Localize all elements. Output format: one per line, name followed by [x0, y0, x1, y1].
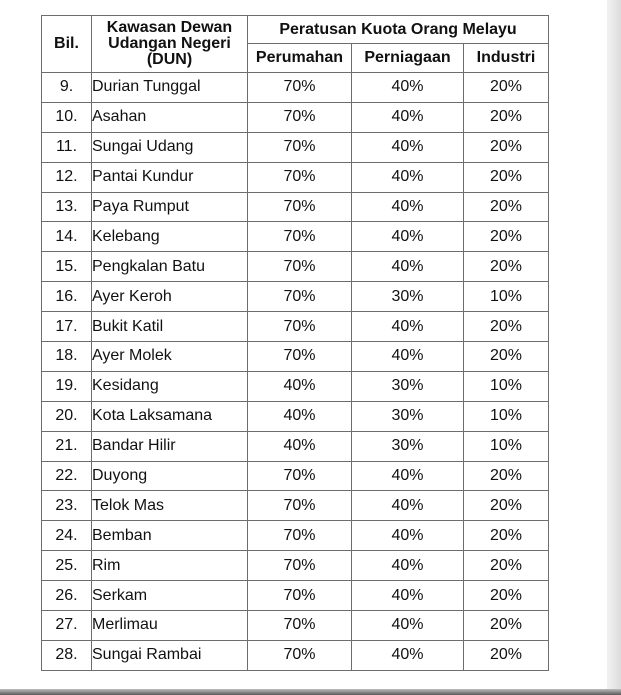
header-dun-line3: (DUN) — [146, 51, 193, 68]
dun-name: Merlimau — [92, 611, 248, 641]
dun-name: Bandar Hilir — [92, 431, 248, 461]
row-number: 16. — [42, 282, 92, 312]
industri-quota: 20% — [464, 521, 549, 551]
industri-quota: 20% — [464, 611, 549, 641]
table-row — [42, 312, 549, 342]
perumahan-quota: 40% — [248, 371, 352, 401]
perniagaan-quota: 40% — [352, 521, 464, 551]
dun-name: Bukit Katil — [92, 312, 248, 342]
dun-name: Ayer Molek — [92, 342, 248, 372]
industri-quota: 10% — [464, 371, 549, 401]
header-industri: Industri — [464, 44, 549, 73]
table-row — [42, 551, 549, 581]
industri-quota: 20% — [464, 162, 549, 192]
dun-name: Sungai Udang — [92, 132, 248, 162]
industri-quota: 20% — [464, 252, 549, 282]
perniagaan-quota: 30% — [352, 282, 464, 312]
dun-name: Sungai Rambai — [92, 640, 248, 670]
perumahan-quota: 70% — [248, 73, 352, 103]
table-row — [42, 371, 549, 401]
perumahan-quota: 70% — [248, 252, 352, 282]
perniagaan-quota: 40% — [352, 581, 464, 611]
perumahan-quota: 70% — [248, 491, 352, 521]
dun-name: Pengkalan Batu — [92, 252, 248, 282]
header-row-top — [42, 16, 549, 44]
dun-name: Rim — [92, 551, 248, 581]
perniagaan-quota: 40% — [352, 461, 464, 491]
page-bottom-edge — [0, 689, 621, 695]
row-number: 19. — [42, 371, 92, 401]
row-number: 14. — [42, 222, 92, 252]
perniagaan-quota: 40% — [352, 222, 464, 252]
table-row — [42, 581, 549, 611]
perniagaan-quota: 40% — [352, 102, 464, 132]
perumahan-quota: 70% — [248, 162, 352, 192]
industri-quota: 20% — [464, 102, 549, 132]
perniagaan-quota: 30% — [352, 401, 464, 431]
table-row — [42, 461, 549, 491]
perumahan-quota: 70% — [248, 581, 352, 611]
perniagaan-quota: 40% — [352, 640, 464, 670]
table-row — [42, 521, 549, 551]
industri-quota: 20% — [464, 222, 549, 252]
row-number: 18. — [42, 342, 92, 372]
row-number: 12. — [42, 162, 92, 192]
row-number: 23. — [42, 491, 92, 521]
dun-name: Telok Mas — [92, 491, 248, 521]
perumahan-quota: 70% — [248, 132, 352, 162]
table-row — [42, 162, 549, 192]
header-perniagaan: Perniagaan — [352, 44, 464, 73]
table-row — [42, 431, 549, 461]
table-header — [42, 16, 549, 73]
perumahan-quota: 40% — [248, 401, 352, 431]
industri-quota: 10% — [464, 282, 549, 312]
row-number: 17. — [42, 312, 92, 342]
dun-name: Kelebang — [92, 222, 248, 252]
industri-quota: 20% — [464, 461, 549, 491]
perniagaan-quota: 40% — [352, 611, 464, 641]
perumahan-quota: 70% — [248, 192, 352, 222]
quota-table — [41, 15, 549, 671]
table-row — [42, 252, 549, 282]
row-number: 13. — [42, 192, 92, 222]
perumahan-quota: 70% — [248, 282, 352, 312]
perniagaan-quota: 30% — [352, 371, 464, 401]
perniagaan-quota: 40% — [352, 73, 464, 103]
dun-name: Durian Tunggal — [92, 73, 248, 103]
table-row — [42, 222, 549, 252]
perniagaan-quota: 40% — [352, 252, 464, 282]
row-number: 24. — [42, 521, 92, 551]
table-row — [42, 73, 549, 103]
page-right-edge — [607, 0, 621, 695]
perniagaan-quota: 40% — [352, 132, 464, 162]
perumahan-quota: 70% — [248, 521, 352, 551]
row-number: 27. — [42, 611, 92, 641]
industri-quota: 10% — [464, 431, 549, 461]
industri-quota: 20% — [464, 640, 549, 670]
table-row — [42, 611, 549, 641]
perniagaan-quota: 40% — [352, 551, 464, 581]
perumahan-quota: 70% — [248, 640, 352, 670]
industri-quota: 20% — [464, 132, 549, 162]
header-dun — [92, 16, 248, 73]
row-number: 10. — [42, 102, 92, 132]
perumahan-quota: 70% — [248, 611, 352, 641]
industri-quota: 20% — [464, 312, 549, 342]
row-number: 28. — [42, 640, 92, 670]
perniagaan-quota: 40% — [352, 312, 464, 342]
perniagaan-quota: 40% — [352, 491, 464, 521]
industri-quota: 20% — [464, 581, 549, 611]
table-body — [42, 73, 549, 671]
row-number: 20. — [42, 401, 92, 431]
perniagaan-quota: 40% — [352, 162, 464, 192]
table-row — [42, 102, 549, 132]
table-row — [42, 132, 549, 162]
header-perumahan: Perumahan — [248, 44, 352, 73]
industri-quota: 10% — [464, 401, 549, 431]
row-number: 11. — [42, 132, 92, 162]
perniagaan-quota: 40% — [352, 342, 464, 372]
perumahan-quota: 70% — [248, 102, 352, 132]
table-row — [42, 401, 549, 431]
row-number: 21. — [42, 431, 92, 461]
dun-name: Ayer Keroh — [92, 282, 248, 312]
table-row — [42, 192, 549, 222]
industri-quota: 20% — [464, 491, 549, 521]
row-number: 22. — [42, 461, 92, 491]
table-row — [42, 282, 549, 312]
dun-name: Paya Rumput — [92, 192, 248, 222]
perniagaan-quota: 30% — [352, 431, 464, 461]
table-row — [42, 342, 549, 372]
industri-quota: 20% — [464, 73, 549, 103]
dun-name: Bemban — [92, 521, 248, 551]
perumahan-quota: 40% — [248, 431, 352, 461]
header-quota-group: Peratusan Kuota Orang Melayu — [248, 16, 549, 44]
row-number: 25. — [42, 551, 92, 581]
dun-name: Pantai Kundur — [92, 162, 248, 192]
perumahan-quota: 70% — [248, 222, 352, 252]
perumahan-quota: 70% — [248, 551, 352, 581]
dun-name: Serkam — [92, 581, 248, 611]
table-row — [42, 491, 549, 521]
industri-quota: 20% — [464, 342, 549, 372]
table-row — [42, 640, 549, 670]
perumahan-quota: 70% — [248, 342, 352, 372]
row-number: 26. — [42, 581, 92, 611]
industri-quota: 20% — [464, 551, 549, 581]
dun-name: Kota Laksamana — [92, 401, 248, 431]
header-dun-line1: Kawasan Dewan — [106, 19, 233, 36]
industri-quota: 20% — [464, 192, 549, 222]
header-dun-line2: Udangan Negeri — [108, 35, 231, 52]
header-bil: Bil. — [42, 16, 92, 73]
dun-name: Kesidang — [92, 371, 248, 401]
perniagaan-quota: 40% — [352, 192, 464, 222]
dun-name: Duyong — [92, 461, 248, 491]
perumahan-quota: 70% — [248, 312, 352, 342]
perumahan-quota: 70% — [248, 461, 352, 491]
row-number: 15. — [42, 252, 92, 282]
dun-name: Asahan — [92, 102, 248, 132]
row-number: 9. — [42, 73, 92, 103]
